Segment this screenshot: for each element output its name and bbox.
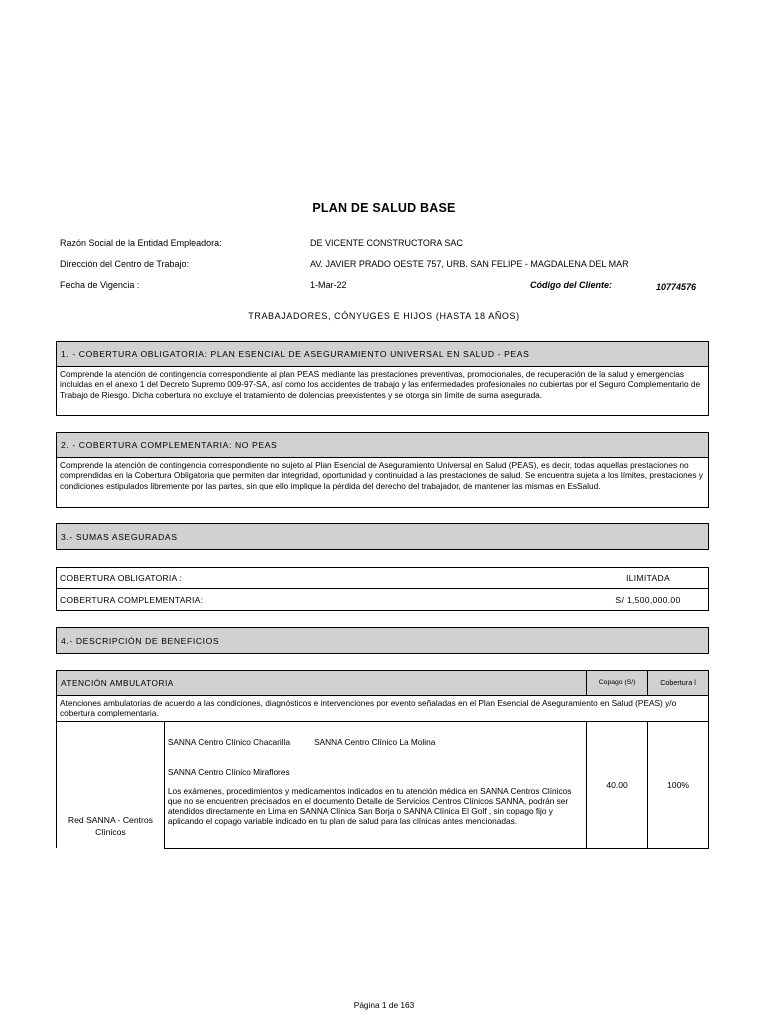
clinic-name: SANNA Centro Clínico Miraflores [167, 766, 290, 777]
fecha-vigencia-value: 1-Mar-22 [310, 280, 347, 290]
suma-value: ILIMITADA [625, 573, 671, 583]
table-row [57, 696, 709, 722]
copago-value: 40.00 [587, 721, 648, 848]
table-header-row [57, 671, 709, 696]
section-1-body: Comprende la atención de contingencia correspondiente al plan PEAS mediante las prestaciones preventivas, promocionales, de recuperación de la salud y emergencias incluidas en el anexo 1 del Decreto Supremo 009-97-SA, así como los accidentes de trabajo y las enfermedades profesionales no cubiertas por el Seguro Complementario de Trabajo de Riesgo. Dicha cobertura no excluye el tratamiento de dolencias preexistentes y se otorga sin límite de suma asegurada. [60, 369, 701, 400]
ambulatoria-header: ATENCIÓN AMBULATORIA [57, 671, 587, 696]
copago-header: Copago (S/) [587, 671, 648, 696]
red-sanna-label: Red SANNA - Centros Clínicos [57, 721, 165, 848]
suma-row-complementaria [57, 589, 708, 610]
clinics-note: Los exámenes, procedimientos y medicamentos indicados en tu atención médica en SANNA Centros Clínicos que no se encuentren precisados en el documento Detalle de Servicios Centros Clínicos SANNA, podrán ser atendidos directamente en Lima en SANNA Clínica San Borja o SANNA Clínica El Golf , sin copago fijo y aplicando el copago variable indicado en tu plan de salud para las clínicas antes mencionadas. [167, 785, 572, 827]
section-1-header: 1. - COBERTURA OBLIGATORIA: PLAN ESENCIAL DE ASEGURAMIENTO UNIVERSAL EN SALUD - PEAS [57, 342, 708, 367]
suma-row-obligatoria [57, 568, 708, 589]
clinic-name: SANNA Centro Clínico Chacarilla [167, 736, 291, 747]
section-3-header: 3.- SUMAS ASEGURADAS [56, 523, 709, 550]
clinic-line [168, 737, 583, 767]
cobertura-header: Cobertura l [648, 671, 709, 696]
codigo-cliente-value: 10774576 [656, 282, 697, 292]
cobertura-value: 100% [648, 721, 709, 848]
direccion-value: AV. JAVIER PRADO OESTE 757, URB. SAN FELIPE - MAGDALENA DEL MAR [310, 259, 629, 269]
ambulatoria-description: Atenciones ambulatorias de acuerdo a las condiciones, diagnósticos e intervenciones por evento señaladas en el Plan Esencial de Aseguramiento en Salud (PEAS) y/o cobertura complementaria. [57, 696, 709, 722]
section-2-header: 2. - COBERTURA COMPLEMENTARIA: NO PEAS [57, 433, 708, 458]
suma-label: COBERTURA COMPLEMENTARIA: [60, 594, 204, 605]
clinics-cell [164, 721, 586, 848]
section-2-body: Comprende la atención de contingencia correspondiente no sujeto al Plan Esencial de Aseguramiento Universal en Salud (PEAS), es decir, todas aquellas prestaciones no comprendidas en la Cobertura Obligatoria que permiten dar integridad, oportunidad y continuidad a las prestaciones de salud. Se encuentra sujeta a los límites, prestaciones y condiciones estipulados libremente por las partes, sin que ello implique la pérdida del derecho del trabajador, de mantener las mismas en EsSalud. [60, 460, 703, 491]
page-number: Página 1 de 163 [353, 1000, 415, 1010]
razon-social-value: DE VICENTE CONSTRUCTORA SAC [310, 238, 463, 248]
beneficiaries-subtitle: TRABAJADORES, CÓNYUGES E HIJOS (HASTA 18 AÑOS) [248, 311, 520, 321]
atencion-ambulatoria-table [56, 670, 709, 849]
section-cobertura-obligatoria [56, 341, 709, 416]
table-row [57, 721, 709, 848]
section-4-header: 4.- DESCRIPCIÓN DE BENEFICIOS [56, 627, 709, 654]
suma-label: COBERTURA OBLIGATORIA : [60, 573, 183, 583]
clinic-name: SANNA Centro Clínico La Molina [314, 736, 436, 747]
page-title: PLAN DE SALUD BASE [312, 201, 456, 215]
fecha-vigencia-label: Fecha de Vigencia : [60, 280, 140, 290]
suma-value: S/ 1,500,000.00 [615, 594, 681, 605]
codigo-cliente-label: Código del Cliente: [530, 280, 612, 290]
direccion-label: Dirección del Centro de Trabajo: [60, 259, 190, 269]
section-cobertura-complementaria [56, 432, 709, 508]
razon-social-label: Razón Social de la Entidad Empleadora: [60, 238, 222, 248]
sumas-aseguradas-table [56, 567, 709, 611]
